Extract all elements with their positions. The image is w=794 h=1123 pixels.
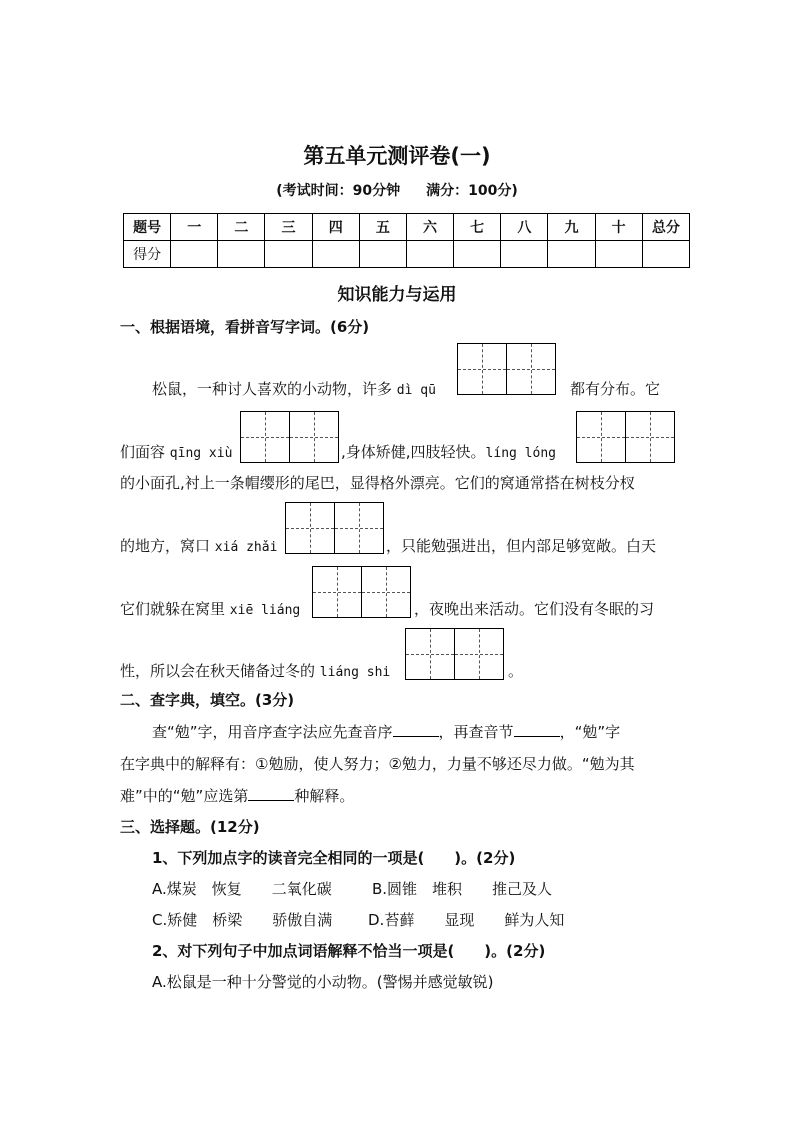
- q1-line5: 它们就躲在窝里 xiē liáng: [120, 600, 301, 618]
- score-cell[interactable]: [548, 241, 595, 268]
- score-table-header: 总分: [642, 214, 689, 241]
- score-cell[interactable]: [265, 241, 312, 268]
- score-row-label: 得分: [124, 241, 171, 268]
- q1-line2-mid: ,身体矫健,四肢轻快。líng lóng: [341, 443, 556, 461]
- answer-grid-qingxiu[interactable]: [240, 411, 339, 463]
- answer-grid-diqu[interactable]: [457, 343, 556, 395]
- blank-jieshi[interactable]: [248, 786, 294, 801]
- score-cell[interactable]: [642, 241, 689, 268]
- score-cell[interactable]: [218, 241, 265, 268]
- q2-line1: 查“勉”字，用音序查字法应先查音序 ，再查音节 ，“勉”字: [152, 723, 621, 741]
- score-table-header: 题号: [124, 214, 171, 241]
- q1-line1-tail: 都有分布。它: [570, 380, 661, 398]
- score-cell[interactable]: [171, 241, 218, 268]
- pinyin-xieliang: xiē liáng: [229, 603, 301, 618]
- q3-option-a[interactable]: A.煤炭 恢复 二氧化碳: [152, 880, 332, 898]
- score-table-score-row: [124, 241, 690, 268]
- score-table-header: 七: [454, 214, 501, 241]
- q3-option-d[interactable]: D.苔藓 显现 鲜为人知: [368, 911, 565, 929]
- q3-sub2: 2、对下列句子中加点词语解释不恰当一项是( )。(2分): [152, 942, 546, 960]
- answer-grid-xieliang[interactable]: [312, 566, 411, 618]
- blank-yinjie[interactable]: [514, 722, 560, 737]
- q2-heading: 二、查字典，填空。(3分): [120, 691, 295, 709]
- score-table-header: 九: [548, 214, 595, 241]
- score-cell[interactable]: [501, 241, 548, 268]
- score-cell[interactable]: [406, 241, 453, 268]
- score-table-header: 二: [218, 214, 265, 241]
- score-table-header: 一: [171, 214, 218, 241]
- score-table-header: 四: [312, 214, 359, 241]
- score-table-header: 五: [359, 214, 406, 241]
- pinyin-diqu: dì qū: [396, 383, 436, 398]
- score-table: [123, 213, 690, 268]
- score-cell[interactable]: [359, 241, 406, 268]
- pinyin-qingxiu: qīng xiù: [169, 446, 233, 461]
- q1-line1: 松鼠，一种讨人喜欢的小动物，许多 dì qū: [152, 380, 436, 398]
- blank-yinxu[interactable]: [393, 722, 439, 737]
- q3-heading: 三、选择题。(12分): [120, 818, 260, 836]
- q1-line5-tail: ，夜晚出来活动。它们没有冬眠的习: [414, 600, 655, 618]
- exam-total-score: 满分：100分): [426, 183, 518, 199]
- answer-grid-liangshi[interactable]: [405, 628, 504, 680]
- score-table-header: 三: [265, 214, 312, 241]
- pinyin-linglong: líng lóng: [485, 446, 556, 461]
- pinyin-liangshi: liáng shi: [319, 665, 391, 680]
- q2-line2: 在字典中的解释有：①勉励，使人努力；②勉力，力量不够还尽力做。“勉为其: [120, 755, 635, 773]
- q1-heading: 一、根据语境，看拼音写字词。(6分): [120, 318, 370, 336]
- section-title: 知识能力与运用: [337, 285, 457, 305]
- q1-line4-tail: ，只能勉强进出，但内部足够宽敞。白天: [386, 537, 657, 555]
- q3-option-b[interactable]: B.圆锥 堆积 推己及人: [372, 880, 553, 898]
- q3-sub1: 1、下列加点字的读音完全相同的一项是( )。(2分): [152, 849, 516, 867]
- exam-time: (考试时间：90分钟: [276, 183, 401, 199]
- exam-info: [0, 180, 794, 200]
- score-table-header: 八: [501, 214, 548, 241]
- score-cell[interactable]: [312, 241, 359, 268]
- q1-line2: 们面容 qīng xiù: [120, 443, 233, 461]
- q1-line6-tail: 。: [508, 662, 524, 680]
- q1-line4: 的地方，窝口 xiá zhǎi: [120, 537, 278, 555]
- score-table-header: 六: [406, 214, 453, 241]
- page-title: 第五单元测评卷(一): [303, 144, 491, 168]
- q3-sub2-option-a[interactable]: A.松鼠是一种十分警觉的小动物。(警惕并感觉敏锐): [152, 973, 494, 991]
- q1-line6: 性，所以会在秋天储备过冬的 liáng shi: [120, 662, 391, 680]
- q1-line3: 的小面孔,衬上一条帽缨形的尾巴，显得格外漂亮。它们的窝通常搭在树枝分杈: [120, 474, 635, 492]
- score-table-header-row: [124, 214, 690, 241]
- score-table-header: 十: [595, 214, 642, 241]
- answer-grid-linglong[interactable]: [576, 411, 675, 463]
- answer-grid-xiazhai[interactable]: [285, 502, 384, 554]
- pinyin-xiazhai: xiá zhǎi: [214, 540, 278, 555]
- score-cell[interactable]: [595, 241, 642, 268]
- score-cell[interactable]: [454, 241, 501, 268]
- q3-option-c[interactable]: C.矫健 桥梁 骄傲自满: [152, 911, 333, 929]
- q2-line3: 难”中的“勉”应选第 种解释。: [120, 787, 355, 805]
